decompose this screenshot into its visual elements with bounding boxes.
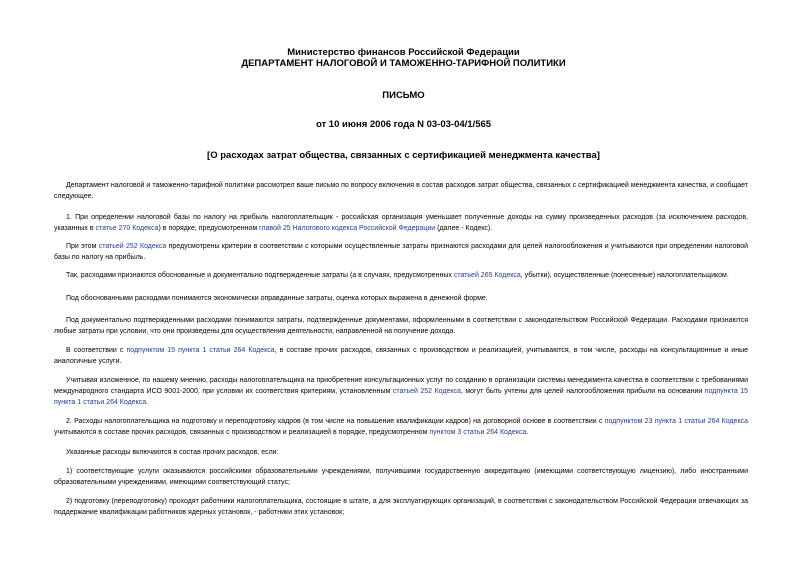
document-link[interactable]: главой 25 Налогового кодекса Российской Федерации	[259, 225, 436, 232]
document-link[interactable]: статье 270 Кодекса	[95, 225, 159, 232]
paragraph-text: Под документально подтвержденными расходами понимаются затраты, подтвержденные документами, оформленными в соответствии с законодательством Российской Федерации. Расходами признаются любые затраты при условии, что они произведены для осуществления деятельности, направленной на получение дохода.	[54, 317, 748, 335]
paragraph	[54, 447, 748, 458]
paragraph-text: Департамент налоговой и таможенно-тарифной политики рассмотрел ваше письмо по вопросу включения в состав расходов затрат общества, связанных с сертификацией менеджмента качества, и сообщает следующее.	[54, 182, 748, 200]
paragraph-text: .	[146, 399, 149, 406]
paragraph-text: , убытки), осуществленные (понесенные) налогоплательщиком.	[520, 272, 729, 279]
paragraph-text: 2) подготовку (переподготовку) проходят работники налогоплательщика, состоящие в штате, а для эксплуатирующих организаций, в соответствии с законодательством Российской Федерации отвечающих за поддержание квалификации работников ядерных установок, - работники этих установок;	[54, 498, 748, 516]
paragraph-text: ) в порядке, предусмотренном	[158, 225, 260, 232]
document-link[interactable]: подпунктом 23 пункта 1 статьи 264 Кодекса	[604, 418, 748, 425]
paragraph-text: 1. При определении налоговой базы по налогу на прибыль налогоплательщик - российская организация уменьшает полученные доходы на сумму произведенных расходов (за исключением расходов, указанных в	[54, 214, 748, 232]
paragraph-text: .	[526, 429, 529, 436]
department-name: ДЕПАРТАМЕНТ НАЛОГОВОЙ И ТАМОЖЕННО-ТАРИФНОЙ ПОЛИТИКИ	[241, 58, 566, 69]
paragraph	[54, 212, 748, 234]
paragraph-text: Под обоснованными расходами понимаются экономически оправданные затраты, оценка которых выражена в денежной форме.	[66, 295, 488, 302]
paragraph	[54, 375, 748, 408]
document-subject: [О расходах затрат общества, связанных с сертификацией менеджмента качества]	[207, 150, 600, 161]
paragraph	[54, 241, 748, 263]
paragraph-text: 2. Расходы налогоплательщика на подготовку и переподготовку кадров (в том числе на повышение квалификации кадров) на договорной основе в соответствии с	[66, 418, 605, 425]
paragraph-text: Так, расходами признаются обоснованные и документально подтвержденные затраты (а в случаях, предусмотренных	[66, 272, 454, 279]
document-date-number: от 10 июня 2006 года N 03-03-04/1/565	[315, 119, 492, 130]
document-link[interactable]: пунктом 3 статьи 264 Кодекса	[429, 429, 527, 436]
document-link[interactable]: статьей 252 Кодекса	[392, 388, 461, 395]
paragraph-text: При этом	[66, 243, 99, 250]
ministry-name: Министерство финансов Российской Федерации	[287, 47, 520, 58]
paragraph	[54, 496, 748, 518]
document-link[interactable]: статьей 265 Кодекса	[453, 272, 521, 279]
paragraph-text: предусмотрены критерии в соответствии с которыми осуществленные затраты признаются расходами для целей налогообложения и учитываются при определении налоговой базы по налогу на прибыль.	[54, 243, 749, 261]
paragraph-text: учитываются в составе прочих расходов, связанных с производством и реализацией в порядке, предусмотренном	[54, 429, 430, 436]
document-link[interactable]: статьей 252 Кодекса	[98, 243, 167, 250]
paragraph	[54, 270, 748, 281]
paragraph-text: (далее - Кодекс).	[435, 225, 493, 232]
paragraph-text: Указанные расходы включаются в состав прочих расходов, если:	[66, 449, 279, 456]
paragraph-text: В соответствии с	[66, 347, 127, 354]
document-type: ПИСЬМО	[382, 90, 425, 101]
paragraph	[54, 466, 748, 488]
document-link[interactable]: подпунктом 15 пункта 1 статьи 264 Кодекса	[126, 347, 275, 354]
paragraph-text: 1) соответствующие услуги оказываются российскими образовательными учреждениями, получившими государственную аккредитацию (имеющими соответствующую лицензию), либо иностранными образовательными учреждениями, имеющими соответствующий статус;	[54, 468, 748, 486]
paragraph	[54, 180, 748, 202]
paragraph	[54, 315, 748, 337]
paragraph-text: , в составе прочих расходов, связанных с производством и реализацией, учитываются, в том числе, расходы на консультационные и иные аналогичные услуги.	[54, 347, 748, 365]
document-link[interactable]: подпункта 15 пункта 1 статьи 264 Кодекса	[54, 388, 748, 406]
paragraph	[54, 293, 748, 304]
paragraph	[54, 345, 748, 367]
paragraph-text: , могут быть учтены для целей налогообложения прибыли на основании	[460, 388, 705, 395]
paragraph-text: Учитывая изложенное, по нашему мнению, расходы налогоплательщика на приобретение консультационных услуг по созданию в организации системы менеджмента качества в соответствии с требованиями международного стандарта ИСО 9001-2000, при условии их соответствия критериям, установленным	[54, 377, 748, 395]
paragraph	[54, 416, 748, 438]
